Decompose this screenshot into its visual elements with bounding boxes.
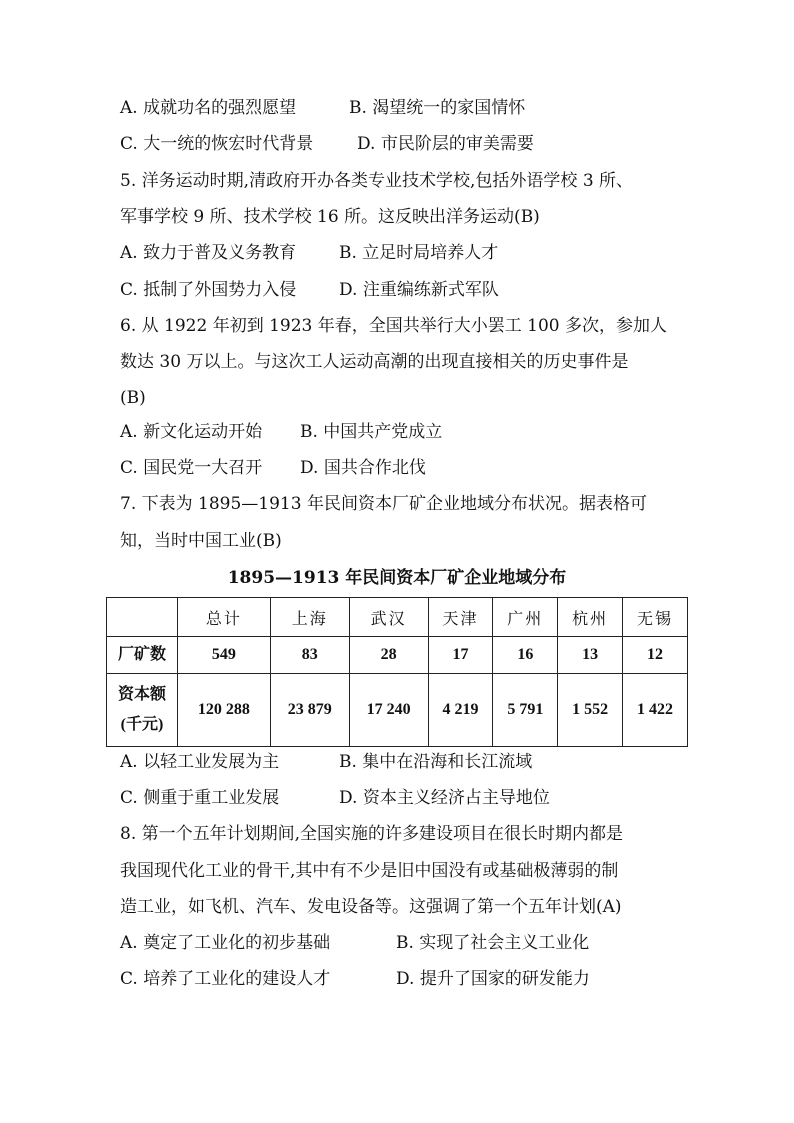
table-cell: 5 791: [493, 674, 558, 747]
table-cell: 120 288: [178, 674, 271, 747]
table-header-wuxi: 无锡: [623, 598, 688, 637]
q5-option-a: A. 致力于普及义务教育: [120, 243, 297, 263]
q4-option-a: A. 成就功名的强烈愿望: [120, 98, 297, 118]
q4-option-b: B. 渴望统一的家国情怀: [349, 98, 526, 118]
table-header-hangzhou: 杭州: [558, 598, 623, 637]
q5-option-d: D. 注重编练新式军队: [339, 280, 499, 300]
table-header-shanghai: 上海: [270, 598, 349, 637]
q7-distribution-table: [106, 597, 688, 747]
q4-option-c: C. 大一统的恢宏时代背景: [120, 134, 314, 154]
table-cell: 549: [178, 637, 271, 674]
q7-option-d: D. 资本主义经济占主导地位: [339, 788, 550, 808]
q8-stem-line1: 8. 第一个五年计划期间,全国实施的许多建设项目在很长时期内都是: [120, 824, 624, 844]
table-row-capital: [107, 674, 688, 747]
q7-option-c: C. 侧重于重工业发展: [120, 788, 280, 808]
q7-stem-line2: 知，当时中国工业(B): [120, 531, 282, 551]
table-cell: 4 219: [428, 674, 493, 747]
table-cell: 83: [270, 637, 349, 674]
row-label-factory-count: 厂矿数: [107, 637, 178, 674]
table-cell: 1 422: [623, 674, 688, 747]
table-cell: 16: [493, 637, 558, 674]
table-header-wuhan: 武汉: [349, 598, 428, 637]
table-cell: 23 879: [270, 674, 349, 747]
table-header-row: [107, 598, 688, 637]
q5-stem-line2: 军事学校 9 所、技术学校 16 所。这反映出洋务运动(B): [120, 207, 540, 227]
q6-option-d: D. 国共合作北伐: [300, 458, 426, 478]
q8-option-b: B. 实现了社会主义工业化: [396, 933, 590, 953]
table-cell: 13: [558, 637, 623, 674]
table-cell: 28: [349, 637, 428, 674]
q8-option-d: D. 提升了国家的研发能力: [396, 969, 590, 989]
q7-option-a: A. 以轻工业发展为主: [120, 752, 280, 772]
table-cell: 17: [428, 637, 493, 674]
q8-stem-line2: 我国现代化工业的骨干,其中有不少是旧中国没有或基础极薄弱的制: [120, 861, 619, 881]
table-cell: 12: [623, 637, 688, 674]
q5-stem-line1: 5. 洋务运动时期,清政府开办各类专业技术学校,包括外语学校 3 所、: [120, 171, 634, 191]
q8-option-a: A. 奠定了工业化的初步基础: [120, 933, 331, 953]
table-cell: 17 240: [349, 674, 428, 747]
q4-option-d: D. 市民阶层的审美需要: [357, 134, 534, 154]
q8-stem-line3: 造工业，如飞机、汽车、发电设备等。这强调了第一个五年计划(A): [120, 897, 622, 917]
table-header-total: 总计: [178, 598, 271, 637]
q6-option-b: B. 中国共产党成立: [300, 422, 443, 442]
table-header-guangzhou: 广州: [493, 598, 558, 637]
q7-option-b: B. 集中在沿海和长江流域: [339, 752, 533, 772]
q6-option-a: A. 新文化运动开始: [120, 422, 263, 442]
q6-option-c: C. 国民党一大召开: [120, 458, 263, 478]
q8-option-c: C. 培养了工业化的建设人才: [120, 969, 331, 989]
table-cell: 1 552: [558, 674, 623, 747]
q5-option-b: B. 立足时局培养人才: [339, 243, 499, 263]
row-label-capital-line2: (千元): [120, 716, 164, 733]
q6-stem-line1: 6. 从 1922 年初到 1923 年春，全国共举行大小罢工 100 多次，参加人: [120, 316, 668, 336]
table-header-tianjin: 天津: [428, 598, 493, 637]
q6-stem-line2: 数达 30 万以上。与这次工人运动高潮的出现直接相关的历史事件是: [120, 352, 629, 372]
row-label-capital-line1: 资本额: [117, 686, 166, 703]
q7-table-title: 1895—1913 年民间资本厂矿企业地域分布: [227, 568, 567, 588]
q5-option-c: C. 抵制了外国势力入侵: [120, 280, 297, 300]
table-header-empty: [107, 598, 178, 637]
row-label-capital: [107, 674, 178, 747]
q7-stem-line1: 7. 下表为 1895—1913 年民间资本厂矿企业地域分布状况。据表格可: [120, 494, 647, 514]
q6-stem-line3: (B): [120, 388, 146, 408]
table-row-factory-count: [107, 637, 688, 674]
